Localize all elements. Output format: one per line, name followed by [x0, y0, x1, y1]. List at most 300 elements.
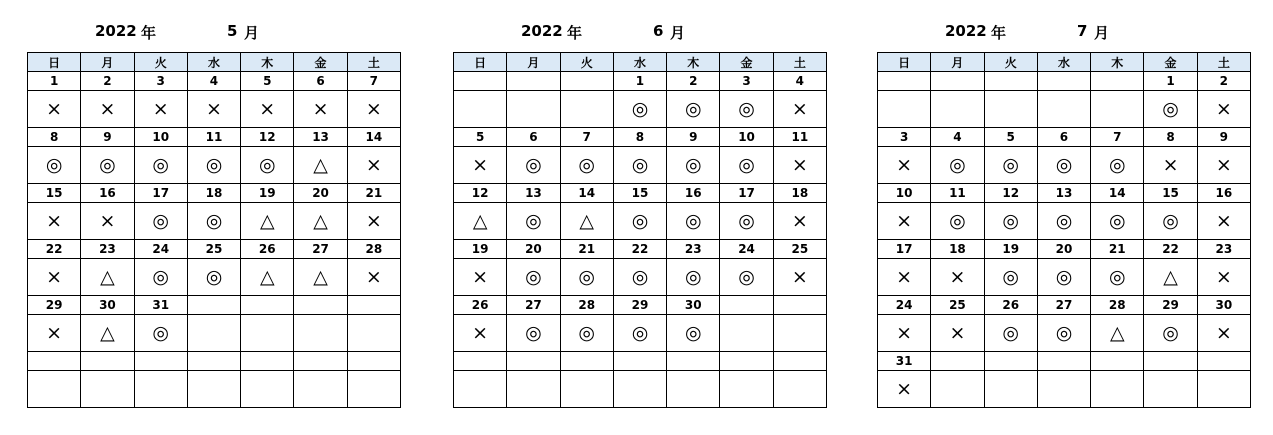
availability-mark-cell [28, 371, 81, 408]
date-cell: 4 [931, 128, 984, 147]
date-cell: 14 [1091, 184, 1144, 203]
year-unit-label: 年 [141, 24, 157, 42]
availability-mark-cell: × [454, 147, 507, 184]
date-cell: 2 [667, 72, 720, 91]
date-cell: 25 [187, 240, 240, 259]
availability-mark-cell: △ [241, 203, 294, 240]
date-row [878, 184, 1251, 203]
calendar-grid [453, 52, 827, 408]
month-calendar [453, 20, 827, 408]
date-row [454, 128, 827, 147]
date-cell [507, 72, 560, 91]
availability-mark-cell: △ [294, 259, 347, 296]
availability-mark-cell: ◎ [1037, 147, 1090, 184]
date-cell [134, 352, 187, 371]
availability-mark-cell: ◎ [560, 259, 613, 296]
availability-mark-cell: ◎ [984, 315, 1037, 352]
date-cell [454, 72, 507, 91]
availability-mark-cell: × [773, 259, 826, 296]
availability-mark-cell: × [878, 203, 931, 240]
availability-mark-cell [187, 315, 240, 352]
availability-mark-cell: × [28, 315, 81, 352]
availability-mark-cell: ◎ [1091, 147, 1144, 184]
availability-mark-cell: ◎ [613, 315, 666, 352]
availability-mark-cell: ◎ [507, 147, 560, 184]
date-cell: 12 [984, 184, 1037, 203]
availability-mark-cell: × [1197, 91, 1250, 128]
availability-mark-cell: × [878, 315, 931, 352]
availability-mark-cell: △ [1091, 315, 1144, 352]
availability-mark-cell: ◎ [984, 147, 1037, 184]
weekday-header-cell: 火 [134, 53, 187, 72]
date-cell: 11 [187, 128, 240, 147]
date-cell: 27 [1037, 296, 1090, 315]
availability-mark-cell: △ [560, 203, 613, 240]
availability-mark-cell: × [347, 91, 400, 128]
weekday-header-cell: 金 [1144, 53, 1197, 72]
date-cell: 28 [1091, 296, 1144, 315]
year-unit-label: 年 [991, 24, 1007, 42]
availability-row [454, 203, 827, 240]
year-value: 2022 [95, 22, 137, 40]
availability-row [454, 91, 827, 128]
availability-mark-cell: ◎ [613, 259, 666, 296]
date-cell: 23 [1197, 240, 1250, 259]
month-unit-label: 月 [1094, 24, 1110, 42]
date-cell [347, 352, 400, 371]
availability-mark-cell [773, 315, 826, 352]
weekday-header-cell: 日 [454, 53, 507, 72]
date-cell: 6 [507, 128, 560, 147]
availability-mark-cell [1091, 371, 1144, 408]
availability-mark-cell [720, 371, 773, 408]
availability-mark-cell: × [28, 203, 81, 240]
date-cell: 29 [1144, 296, 1197, 315]
availability-mark-cell [720, 315, 773, 352]
date-row [878, 72, 1251, 91]
availability-row [454, 371, 827, 408]
availability-mark-cell [454, 91, 507, 128]
date-cell: 12 [454, 184, 507, 203]
date-cell: 31 [134, 296, 187, 315]
weekday-header-cell: 土 [773, 53, 826, 72]
date-cell: 10 [878, 184, 931, 203]
date-cell: 19 [454, 240, 507, 259]
date-row [454, 184, 827, 203]
year-unit-label: 年 [567, 24, 583, 42]
date-cell: 2 [1197, 72, 1250, 91]
date-cell: 2 [81, 72, 134, 91]
availability-mark-cell: ◎ [187, 203, 240, 240]
availability-row [878, 259, 1251, 296]
availability-mark-cell: ◎ [931, 147, 984, 184]
date-cell: 16 [1197, 184, 1250, 203]
availability-mark-cell: × [134, 91, 187, 128]
date-cell: 8 [613, 128, 666, 147]
date-cell: 19 [241, 184, 294, 203]
month-unit-label: 月 [670, 24, 686, 42]
availability-mark-cell: △ [81, 259, 134, 296]
date-cell [984, 352, 1037, 371]
weekday-header-cell: 月 [81, 53, 134, 72]
date-cell [1091, 352, 1144, 371]
availability-mark-cell: ◎ [720, 91, 773, 128]
date-cell: 15 [613, 184, 666, 203]
date-row [878, 128, 1251, 147]
weekday-header-row [454, 53, 827, 72]
weekday-header-cell: 月 [931, 53, 984, 72]
date-cell: 31 [878, 352, 931, 371]
calendar-title [27, 20, 401, 44]
availability-mark-cell [134, 371, 187, 408]
availability-mark-cell: ◎ [984, 259, 1037, 296]
date-row [878, 352, 1251, 371]
availability-mark-cell: △ [454, 203, 507, 240]
availability-mark-cell [454, 371, 507, 408]
date-cell [1144, 352, 1197, 371]
availability-mark-cell [347, 371, 400, 408]
availability-mark-cell: ◎ [613, 147, 666, 184]
weekday-header-cell: 木 [1091, 53, 1144, 72]
date-cell: 28 [560, 296, 613, 315]
availability-mark-cell [984, 371, 1037, 408]
date-cell [931, 72, 984, 91]
availability-mark-cell: × [28, 259, 81, 296]
availability-mark-cell: △ [241, 259, 294, 296]
availability-mark-cell: △ [294, 203, 347, 240]
date-row [28, 128, 401, 147]
weekday-header-cell: 金 [720, 53, 773, 72]
availability-mark-cell: ◎ [613, 203, 666, 240]
date-cell: 22 [1144, 240, 1197, 259]
date-cell: 20 [507, 240, 560, 259]
date-cell: 5 [454, 128, 507, 147]
availability-mark-cell [878, 91, 931, 128]
date-cell: 26 [984, 296, 1037, 315]
date-row [28, 352, 401, 371]
availability-mark-cell [507, 91, 560, 128]
date-cell: 3 [134, 72, 187, 91]
date-cell: 29 [613, 296, 666, 315]
date-cell: 26 [454, 296, 507, 315]
availability-mark-cell: △ [1144, 259, 1197, 296]
availability-mark-cell: △ [81, 315, 134, 352]
date-cell [241, 296, 294, 315]
availability-mark-cell: ◎ [1091, 259, 1144, 296]
calendar-grid [877, 52, 1251, 408]
availability-mark-cell: ◎ [667, 259, 720, 296]
availability-mark-cell: × [347, 203, 400, 240]
availability-mark-cell [81, 371, 134, 408]
availability-mark-cell: ◎ [1144, 203, 1197, 240]
date-cell [1037, 72, 1090, 91]
availability-mark-cell: △ [294, 147, 347, 184]
date-cell: 13 [1037, 184, 1090, 203]
date-cell: 4 [187, 72, 240, 91]
availability-row [28, 259, 401, 296]
date-cell [187, 296, 240, 315]
availability-mark-cell [1091, 91, 1144, 128]
date-cell [560, 352, 613, 371]
availability-mark-cell: × [28, 91, 81, 128]
availability-row [454, 315, 827, 352]
date-cell: 17 [720, 184, 773, 203]
calendar-title [877, 20, 1251, 44]
availability-row [878, 147, 1251, 184]
availability-mark-cell [931, 91, 984, 128]
availability-mark-cell: ◎ [28, 147, 81, 184]
availability-row [454, 147, 827, 184]
availability-mark-cell [984, 91, 1037, 128]
date-cell [667, 352, 720, 371]
availability-mark-cell [507, 371, 560, 408]
date-cell: 27 [507, 296, 560, 315]
date-cell: 22 [613, 240, 666, 259]
date-cell: 18 [931, 240, 984, 259]
weekday-header-row [28, 53, 401, 72]
availability-mark-cell [294, 315, 347, 352]
availability-mark-cell [931, 371, 984, 408]
date-cell: 21 [347, 184, 400, 203]
date-cell: 8 [1144, 128, 1197, 147]
availability-mark-cell: ◎ [134, 259, 187, 296]
availability-row [28, 203, 401, 240]
date-cell: 18 [773, 184, 826, 203]
date-cell [878, 72, 931, 91]
date-cell: 5 [241, 72, 294, 91]
availability-mark-cell: ◎ [507, 203, 560, 240]
availability-mark-cell: ◎ [1037, 315, 1090, 352]
availability-row [878, 203, 1251, 240]
date-cell [613, 352, 666, 371]
availability-mark-cell: × [878, 259, 931, 296]
date-cell: 24 [720, 240, 773, 259]
weekday-header-cell: 月 [507, 53, 560, 72]
weekday-header-cell: 木 [667, 53, 720, 72]
date-cell [294, 296, 347, 315]
date-cell [294, 352, 347, 371]
availability-row [878, 315, 1251, 352]
date-cell [773, 352, 826, 371]
availability-mark-cell: × [931, 315, 984, 352]
date-cell: 5 [984, 128, 1037, 147]
availability-row [878, 91, 1251, 128]
availability-mark-cell: ◎ [134, 203, 187, 240]
availability-mark-cell: × [81, 203, 134, 240]
weekday-header-cell: 火 [560, 53, 613, 72]
availability-mark-cell: × [1197, 259, 1250, 296]
availability-mark-cell: × [347, 147, 400, 184]
availability-mark-cell [667, 371, 720, 408]
availability-mark-cell: ◎ [720, 259, 773, 296]
date-cell: 15 [28, 184, 81, 203]
year-value: 2022 [521, 22, 563, 40]
availability-mark-cell [773, 371, 826, 408]
date-cell: 1 [613, 72, 666, 91]
date-cell: 18 [187, 184, 240, 203]
date-cell: 12 [241, 128, 294, 147]
date-cell [347, 296, 400, 315]
availability-mark-cell: ◎ [241, 147, 294, 184]
availability-mark-cell [1144, 371, 1197, 408]
date-cell [1037, 352, 1090, 371]
month-unit-label: 月 [244, 24, 260, 42]
date-cell [187, 352, 240, 371]
availability-mark-cell: ◎ [560, 147, 613, 184]
availability-mark-cell: ◎ [1144, 315, 1197, 352]
availability-mark-cell: × [878, 147, 931, 184]
date-cell: 20 [294, 184, 347, 203]
availability-mark-cell: × [454, 259, 507, 296]
month-calendar [877, 20, 1251, 408]
year-value: 2022 [945, 22, 987, 40]
month-calendar [27, 20, 401, 408]
availability-mark-cell: ◎ [1144, 91, 1197, 128]
date-cell: 25 [773, 240, 826, 259]
date-cell: 9 [81, 128, 134, 147]
date-cell: 20 [1037, 240, 1090, 259]
weekday-header-cell: 金 [294, 53, 347, 72]
date-cell: 30 [81, 296, 134, 315]
date-row [28, 296, 401, 315]
availability-mark-cell: × [347, 259, 400, 296]
availability-mark-cell: × [1197, 147, 1250, 184]
date-cell: 24 [134, 240, 187, 259]
date-cell: 14 [560, 184, 613, 203]
availability-mark-cell: ◎ [134, 315, 187, 352]
availability-mark-cell: ◎ [1037, 259, 1090, 296]
availability-mark-cell: × [294, 91, 347, 128]
date-cell [720, 296, 773, 315]
availability-mark-cell: ◎ [507, 259, 560, 296]
availability-mark-cell: ◎ [81, 147, 134, 184]
date-cell: 16 [81, 184, 134, 203]
availability-row [28, 371, 401, 408]
availability-mark-cell [1037, 371, 1090, 408]
availability-mark-cell: × [878, 371, 931, 408]
date-cell: 30 [667, 296, 720, 315]
availability-mark-cell: × [81, 91, 134, 128]
availability-mark-cell: × [1197, 203, 1250, 240]
date-row [454, 296, 827, 315]
date-cell [560, 72, 613, 91]
date-cell: 17 [134, 184, 187, 203]
availability-mark-cell: × [241, 91, 294, 128]
date-cell: 11 [931, 184, 984, 203]
availability-mark-cell [187, 371, 240, 408]
date-cell: 21 [1091, 240, 1144, 259]
availability-mark-cell [1037, 91, 1090, 128]
date-cell: 17 [878, 240, 931, 259]
weekday-header-cell: 水 [187, 53, 240, 72]
availability-mark-cell [241, 315, 294, 352]
date-cell: 26 [241, 240, 294, 259]
availability-mark-cell: ◎ [931, 203, 984, 240]
date-cell: 16 [667, 184, 720, 203]
availability-mark-cell: ◎ [667, 203, 720, 240]
date-cell: 15 [1144, 184, 1197, 203]
date-cell: 24 [878, 296, 931, 315]
date-cell: 13 [294, 128, 347, 147]
date-row [878, 240, 1251, 259]
date-cell: 3 [720, 72, 773, 91]
date-cell: 21 [560, 240, 613, 259]
date-cell [454, 352, 507, 371]
availability-mark-cell: ◎ [1091, 203, 1144, 240]
date-cell: 29 [28, 296, 81, 315]
month-value: 7 [1077, 22, 1088, 40]
availability-mark-cell: × [1197, 315, 1250, 352]
availability-mark-cell: ◎ [720, 203, 773, 240]
date-cell: 27 [294, 240, 347, 259]
calendar-grid [27, 52, 401, 408]
date-cell: 10 [134, 128, 187, 147]
availability-mark-cell: ◎ [187, 259, 240, 296]
availability-mark-cell: × [454, 315, 507, 352]
date-cell: 7 [1091, 128, 1144, 147]
date-cell [507, 352, 560, 371]
date-cell: 13 [507, 184, 560, 203]
weekday-header-cell: 火 [984, 53, 1037, 72]
date-row [454, 240, 827, 259]
availability-mark-cell [560, 91, 613, 128]
weekday-header-cell: 水 [1037, 53, 1090, 72]
date-cell [720, 352, 773, 371]
date-cell: 23 [81, 240, 134, 259]
date-cell: 1 [1144, 72, 1197, 91]
availability-mark-cell [241, 371, 294, 408]
calendar-title [453, 20, 827, 44]
month-value: 6 [653, 22, 664, 40]
availability-row [28, 91, 401, 128]
availability-mark-cell: ◎ [667, 91, 720, 128]
date-row [28, 184, 401, 203]
weekday-header-cell: 木 [241, 53, 294, 72]
availability-mark-cell: × [1144, 147, 1197, 184]
date-cell [241, 352, 294, 371]
availability-mark-cell: ◎ [667, 315, 720, 352]
weekday-header-cell: 日 [28, 53, 81, 72]
availability-mark-cell: × [931, 259, 984, 296]
availability-mark-cell: ◎ [1037, 203, 1090, 240]
availability-row [878, 371, 1251, 408]
date-cell: 25 [931, 296, 984, 315]
availability-mark-cell: ◎ [720, 147, 773, 184]
date-row [454, 352, 827, 371]
date-cell: 6 [294, 72, 347, 91]
date-cell [28, 352, 81, 371]
date-cell [81, 352, 134, 371]
date-cell: 4 [773, 72, 826, 91]
date-cell [1197, 352, 1250, 371]
date-cell: 1 [28, 72, 81, 91]
date-cell: 9 [667, 128, 720, 147]
date-row [28, 72, 401, 91]
availability-row [28, 147, 401, 184]
date-cell: 28 [347, 240, 400, 259]
date-cell: 3 [878, 128, 931, 147]
availability-mark-cell: × [773, 203, 826, 240]
weekday-header-row [878, 53, 1251, 72]
availability-mark-cell [1197, 371, 1250, 408]
date-cell: 7 [560, 128, 613, 147]
weekday-header-cell: 土 [347, 53, 400, 72]
date-cell: 8 [28, 128, 81, 147]
weekday-header-cell: 土 [1197, 53, 1250, 72]
availability-mark-cell [294, 371, 347, 408]
weekday-header-cell: 日 [878, 53, 931, 72]
weekday-header-cell: 水 [613, 53, 666, 72]
